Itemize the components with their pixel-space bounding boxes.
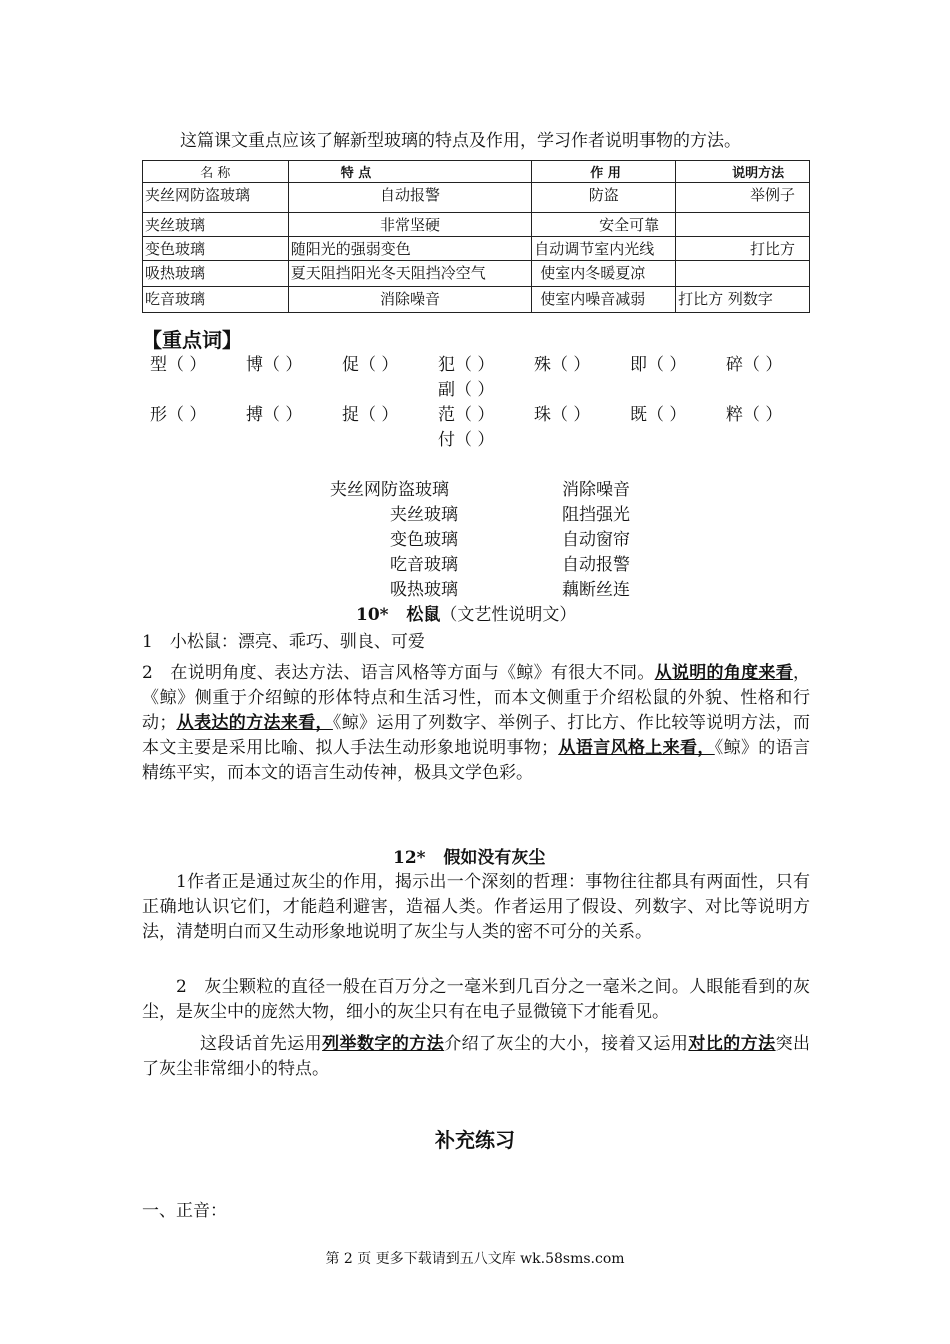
keyword-item: 形（ ） [150, 405, 207, 425]
keyword-item: 促（ ） [342, 355, 399, 375]
keyword-item: 型（ ） [150, 355, 207, 375]
keywords-title: 【重点词】 [142, 328, 242, 352]
table-cell: 使室内冬暖夏凉 [532, 261, 676, 287]
match-right-item: 阻挡强光 [562, 505, 630, 525]
match-left-item: 夹丝网防盗玻璃 [330, 480, 449, 500]
lesson-10-point-1: 1 小松鼠：漂亮、乖巧、驯良、可爱 [142, 632, 425, 652]
table-header-cell: 说明方法 [676, 161, 810, 183]
keyword-item: 付（ ） [438, 430, 495, 450]
table-cell: 安全可靠 [532, 213, 676, 237]
supplement-title: 补充练习 [435, 1128, 515, 1152]
table-cell: 自动调节室内光线 [532, 237, 676, 261]
table-cell: 自动报警 [288, 183, 532, 213]
glass-table [142, 160, 810, 313]
table-cell: 举例子 [676, 183, 810, 213]
table-header-cell: 特 点 [288, 161, 532, 183]
text-run: 《鲸》运用了列数字、举例子、打比方、作比较等说明方法，而本文主要是采用比喻、拟人手法生动形象地说明事物； [142, 713, 811, 758]
table-cell: 夹丝玻璃 [143, 213, 289, 237]
keyword-item: 犯（ ） [438, 355, 495, 375]
lesson-10-heading [356, 600, 576, 625]
lesson-12-point-2: 2 灰尘颗粒的直径一般在百万分之一毫米到几百分之一毫米之间。人眼能看到的灰尘，是灰尘中的庞然大物，细小的灰尘只有在电子显微镜下才能看见。 [142, 977, 810, 1022]
match-right-item: 自动窗帘 [562, 530, 630, 550]
keyword-item: 搏（ ） [246, 405, 303, 425]
table-cell: 打比方 列数字 [676, 287, 810, 313]
table-cell [676, 261, 810, 287]
keyword-item: 殊（ ） [534, 355, 591, 375]
intro-text: 这篇课文重点应该了解新型玻璃的特点及作用，学习作者说明事物的方法。 [180, 131, 741, 151]
table-cell: 打比方 [676, 237, 810, 261]
table-header-cell: 作 用 [532, 161, 676, 183]
table-cell: 吸热玻璃 [143, 261, 289, 287]
table-cell: 使室内噪音减弱 [532, 287, 676, 313]
page-footer: 第 2 页 更多下载请到五八文库 wk.58sms.com [325, 1251, 625, 1267]
lesson-12-heading [393, 843, 545, 868]
table-row [143, 287, 810, 313]
emphasis-text: 从表达的方法来看， [176, 713, 333, 733]
table-header-cell: 名 称 [143, 161, 289, 183]
match-left-item: 变色玻璃 [390, 530, 458, 550]
lesson-title: 松鼠 [406, 605, 441, 625]
lesson-12-point-1: 1作者正是通过灰尘的作用，揭示出一个深刻的哲理：事物往往都具有两面性，只有正确地认识它们，才能趋利避害，造福人类。作者运用了假设、列数字、对比等说明方法，清楚明白而又生动形象地说明了灰尘与人类的密不可分的关系。 [142, 872, 810, 942]
lesson-number: 10* [356, 605, 389, 625]
lesson-12-point-3 [142, 1032, 810, 1082]
keyword-item: 粹（ ） [726, 405, 783, 425]
text-run: 这段话首先运用 [200, 1034, 323, 1054]
keyword-item: 碎（ ） [726, 355, 783, 375]
emphasis-text: 从语言风格上来看， [558, 738, 715, 758]
keyword-item: 珠（ ） [534, 405, 591, 425]
table-row [143, 183, 810, 213]
table-header-row [143, 161, 810, 183]
table-cell: 夹丝网防盗玻璃 [143, 183, 289, 213]
match-left-item: 吃音玻璃 [390, 555, 458, 575]
keyword-item: 博（ ） [246, 355, 303, 375]
lesson-10-point-2 [142, 661, 810, 786]
table-cell: 消除噪音 [288, 287, 532, 313]
text-run: 2 在说明角度、表达方法、语言风格等方面与《鲸》有很大不同。 [142, 663, 655, 683]
match-right-item: 消除噪音 [562, 480, 630, 500]
keyword-item: 范（ ） [438, 405, 495, 425]
match-right-item: 自动报警 [562, 555, 630, 575]
table-cell [676, 213, 810, 237]
lesson-number: 12* [393, 848, 426, 868]
lesson-title: 假如没有灰尘 [443, 848, 546, 868]
keyword-item: 既（ ） [630, 405, 687, 425]
lesson-subtitle: （文艺性说明文） [440, 605, 577, 625]
keyword-item: 副（ ） [438, 380, 495, 400]
match-left-item: 夹丝玻璃 [390, 505, 458, 525]
match-right-item: 藕断丝连 [562, 580, 630, 600]
table-cell: 随阳光的强弱变色 [288, 237, 532, 261]
table-cell: 非常坚硬 [288, 213, 532, 237]
emphasis-text: 从说明的角度来看 [654, 663, 793, 683]
table-row [143, 237, 810, 261]
text-run: 突出了灰尘非常细小的特点。 [142, 1034, 811, 1079]
keyword-item: 捉（ ） [342, 405, 399, 425]
section-one-heading: 一、正音： [142, 1201, 227, 1221]
text-run: ，《鲸》侧重于介绍鲸的形体特点和生活习性，而本文侧重于介绍松鼠的外貌、性格和行动； [142, 663, 810, 733]
keyword-item: 即（ ） [630, 355, 687, 375]
text-run: 介绍了灰尘的大小，接着又运用 [444, 1034, 689, 1054]
table-cell: 吃音玻璃 [143, 287, 289, 313]
emphasis-text: 列举数字的方法 [322, 1034, 445, 1054]
match-left-item: 吸热玻璃 [390, 580, 458, 600]
table-cell: 变色玻璃 [143, 237, 289, 261]
table-cell: 夏天阻挡阳光冬天阻挡冷空气 [288, 261, 532, 287]
table-row [143, 261, 810, 287]
table-cell: 防盗 [532, 183, 676, 213]
table-row [143, 213, 810, 237]
emphasis-text: 对比的方法 [688, 1034, 776, 1054]
text-run: 《鲸》的语言精练平实，而本文的语言生动传神，极具文学色彩。 [142, 738, 811, 783]
